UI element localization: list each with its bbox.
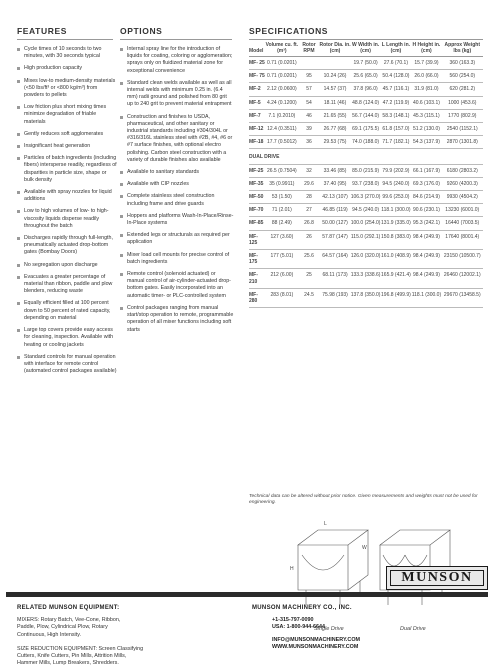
spec-cell: 45.3 (115.1)	[411, 109, 441, 122]
spec-cell: 94.5 (240.0)	[351, 204, 381, 217]
spec-cell: 360 (163.3)	[442, 57, 483, 70]
spec-cell: 75.98 (193)	[319, 288, 350, 307]
spec-cell: 17.7 (0.5012)	[265, 136, 298, 149]
spec-cell: 13230 (6001.0)	[442, 204, 483, 217]
spec-cell: 84.6 (214.9)	[411, 191, 441, 204]
spec-column-header: H Height in. (cm)	[411, 42, 441, 57]
spec-row	[249, 70, 483, 83]
spec-model-cell: MF-2	[249, 83, 265, 96]
spec-row	[249, 217, 483, 230]
spec-cell: 6180 (2803.2)	[442, 164, 483, 177]
feature-item: Available with spray nozzles for liquid additions	[17, 189, 117, 203]
spec-model-cell: MF-85	[249, 217, 265, 230]
spec-model-cell: MF-18	[249, 136, 265, 149]
spec-cell: 25.6	[299, 250, 320, 269]
feature-item: High production capacity	[17, 65, 117, 72]
spec-cell: 56.7 (144.0)	[351, 109, 381, 122]
feature-item: Mixes low-to medium-density materials (<50 lbs/ft³ or <800 kg/m³) from powders to pellets	[17, 78, 117, 100]
spec-cell: 133.3 (338.6)	[351, 269, 381, 288]
spec-cell: 71.7 (182.1)	[381, 136, 412, 149]
related-line	[17, 639, 207, 646]
related-line: MIXERS: Rotary Batch, Vee-Cone, Ribbon,	[17, 617, 121, 624]
related-line: Hammer Mills, Lump Breakers, Shredders.	[17, 660, 119, 667]
spec-cell: 27.6 (70.1)	[381, 57, 412, 70]
spec-cell: 95.3 (242.1)	[411, 217, 441, 230]
spec-cell: 26.77 (68)	[319, 123, 350, 136]
spec-cell: 9930 (4504.2)	[442, 191, 483, 204]
related-line: SIZE REDUCTION EQUIPMENT: Screen Classifying	[17, 646, 144, 652]
spec-model-cell: MF-5	[249, 96, 265, 109]
spec-cell: 40.6 (103.1)	[411, 96, 441, 109]
spec-cell: 26.0 (66.0)	[411, 70, 441, 83]
feature-item: Low to high volumes of low- to high-viscosity liquids disperse readily throughout the batch	[17, 208, 117, 230]
spec-cell: 95	[299, 70, 320, 83]
contact-block	[252, 605, 452, 651]
spec-cell: 37.8 (96.0)	[351, 83, 381, 96]
spec-cell: 118.1 (300.0)	[411, 288, 441, 307]
company-name: MUNSON MACHINERY CO., INC.	[252, 605, 352, 611]
spec-cell: 127 (3.60)	[265, 230, 298, 249]
spec-cell: 47.2 (119.9)	[381, 96, 412, 109]
spec-cell: 31.9 (81.0)	[411, 83, 441, 96]
logo-text: MUNSON	[401, 570, 473, 585]
spec-model-cell: MF-12	[249, 123, 265, 136]
spec-cell: 99.6 (253.0)	[381, 191, 412, 204]
spec-cell: 51.2 (130.0)	[411, 123, 441, 136]
spec-cell: 94.5 (240.0)	[381, 177, 412, 190]
dim-h-label: H	[290, 566, 294, 572]
spec-cell: 283 (8.01)	[265, 288, 298, 307]
dual-drive-label: DUAL DRIVE	[249, 149, 483, 164]
spec-cell	[299, 57, 320, 70]
feature-item: Equally efficient filled at 100 percent down to 50 percent of rated capacity, depending on material	[17, 300, 117, 322]
spec-column-header: Rotor RPM	[299, 42, 320, 57]
spec-row	[249, 96, 483, 109]
option-item: Standard clean welds available as well as all internal welds with minimum 0.25 in. (6.4 mm) radii ground and polished from 80 grit up to 240 grit to prevent material entrapment	[120, 80, 234, 109]
spec-cell: 46	[299, 109, 320, 122]
feature-item: Evacuates a greater percentage of material than ribbon, paddle and plow blenders, reducing waste	[17, 274, 117, 296]
spec-cell: 25.6 (65.0)	[351, 70, 381, 83]
spec-cell: 1000 (453.6)	[442, 96, 483, 109]
spec-cell: 39	[299, 123, 320, 136]
spec-cell: 42.13 (107)	[319, 191, 350, 204]
spec-cell: 32	[299, 164, 320, 177]
spec-cell: 15.7 (39.9)	[411, 57, 441, 70]
email-link[interactable]: INFO@MUNSONMACHINERY.COM	[272, 636, 361, 643]
spec-cell: 66.1 (167.9)	[411, 164, 441, 177]
spec-model-cell: MF-280	[249, 288, 265, 307]
dual-drive-label: Dual Drive	[400, 626, 426, 632]
spec-header-row	[249, 42, 483, 57]
spec-cell: 98.4 (249.9)	[411, 250, 441, 269]
spec-cell: 33.46 (85)	[319, 164, 350, 177]
feature-item: Low friction plus short mixing times minimize degradation of friable materials	[17, 104, 117, 126]
spec-model-cell: MF-125	[249, 230, 265, 249]
spec-model-cell: MF-50	[249, 191, 265, 204]
spec-cell: 85.0 (215.9)	[351, 164, 381, 177]
spec-row	[249, 204, 483, 217]
features-list	[17, 46, 117, 380]
spec-cell: 61.8 (157.0)	[381, 123, 412, 136]
features-heading: FEATURES	[17, 26, 113, 40]
spec-row	[249, 136, 483, 149]
feature-item: Large top covers provide easy access for cleaning, inspection. Available with heating or cooling jackets	[17, 327, 117, 349]
spec-cell: 90.6 (230.1)	[411, 204, 441, 217]
spec-row	[249, 230, 483, 249]
footer-divider	[6, 592, 488, 597]
spec-column-header: Volume cu. ft. (m³)	[265, 42, 298, 57]
options-heading: OPTIONS	[120, 26, 232, 40]
spec-cell: 48.8 (124.0)	[351, 96, 381, 109]
spec-row	[249, 123, 483, 136]
spec-cell: 0.71 (0.0201)	[265, 57, 298, 70]
usa-phone-number: USA: 1-800-944-6644	[272, 624, 326, 631]
spec-cell: 2.12 (0.0600)	[265, 83, 298, 96]
feature-item: Discharges rapidly through full-length, pneumatically actuated drop-bottom gates (Bombay Doors)	[17, 235, 117, 257]
spec-row	[249, 83, 483, 96]
spec-cell: 37.40 (95)	[319, 177, 350, 190]
phone-number: +1-315-797-0090	[272, 617, 314, 624]
spec-cell: 161.0 (408.9)	[381, 250, 412, 269]
option-item: Complete stainless steel construction including frame and drive guards	[120, 193, 234, 207]
munson-logo	[386, 566, 488, 590]
option-item: Control packages ranging from manual start/stop operation to remote, programmable operation of all mixer functions including soft starts	[120, 305, 234, 334]
spec-cell: 28	[299, 191, 320, 204]
spec-cell: 17640 (8001.4)	[442, 230, 483, 249]
spec-cell: 93.7 (238.0)	[351, 177, 381, 190]
spec-cell: 27	[299, 204, 320, 217]
spec-cell: 0.71 (0.0201)	[265, 70, 298, 83]
spec-row	[249, 288, 483, 307]
spec-cell: 98.4 (249.9)	[411, 269, 441, 288]
spec-cell: 54	[299, 96, 320, 109]
spec-cell: 29.53 (75)	[319, 136, 350, 149]
spec-cell: 620 (281.2)	[442, 83, 483, 96]
spec-cell: 24.5	[299, 288, 320, 307]
spec-row	[249, 250, 483, 269]
spec-cell: 196.8 (499.9)	[381, 288, 412, 307]
spec-cell: 58.3 (148.1)	[381, 109, 412, 122]
spec-model-cell: MF-70	[249, 204, 265, 217]
spec-cell: 10.24 (26)	[319, 70, 350, 83]
spec-cell: 560 (254.0)	[442, 70, 483, 83]
spec-column-header: Model	[249, 42, 265, 57]
spec-cell: 45.7 (116.1)	[381, 83, 412, 96]
spec-cell: 26.8	[299, 217, 320, 230]
spec-cell: 71 (2.01)	[265, 204, 298, 217]
spec-model-cell: MF- 25	[249, 57, 265, 70]
spec-cell: 64.57 (164)	[319, 250, 350, 269]
dual-drive-section	[249, 149, 483, 164]
option-item: Remote control (solenoid actuated) or manual control of air-cylinder-actuated drop-bottom gates. Easily incorporated into an automatic timer- or PLC-controlled system	[120, 271, 234, 300]
option-item: Construction and finishes to USDA, pharmaceutical, and other sanitary or industrial standards including #304/304L or #316/316L stainless steel with #2B, #4, #6 or #7 surface finishes, with optional electro polishing. Carbon steel construction with a variety of durable finishes also available	[120, 114, 234, 164]
spec-row	[249, 57, 483, 70]
specifications-heading: SPECIFICATIONS	[249, 26, 483, 40]
spec-cell: 4.24 (0.1200)	[265, 96, 298, 109]
option-item: Available with CIP nozzles	[120, 181, 234, 188]
spec-model-cell: MF-25	[249, 164, 265, 177]
spec-cell: 23150 (10500.7)	[442, 250, 483, 269]
spec-cell: 53 (1.50)	[265, 191, 298, 204]
spec-cell: 36	[299, 136, 320, 149]
spec-cell: 74.0 (188.0)	[351, 136, 381, 149]
feature-item: Cycle times of 10 seconds to two minutes, with 30 seconds typical	[17, 46, 117, 60]
spec-cell: 26.5 (0.7504)	[265, 164, 298, 177]
spec-cell: 126.0 (320.0)	[351, 250, 381, 269]
option-item: Available to sanitary standards	[120, 169, 234, 176]
spec-cell: 106.3 (270.0)	[351, 191, 381, 204]
spec-cell: 88 (2.49)	[265, 217, 298, 230]
related-equipment	[17, 605, 207, 668]
spec-cell	[319, 57, 350, 70]
spec-cell: 35 (0.9911)	[265, 177, 298, 190]
spec-cell: 150.8 (383.0)	[381, 230, 412, 249]
feature-item: No segregation upon discharge	[17, 262, 117, 269]
spec-model-cell: MF-35	[249, 177, 265, 190]
option-item: Hoppers and platforms Wash-In-Place/Rinse-In-Place systems	[120, 213, 234, 227]
spec-cell: 165.9 (421.4)	[381, 269, 412, 288]
feature-item: Standard controls for manual operation with interface for remote control (automated control packages available)	[17, 354, 117, 376]
spec-cell: 50.4 (128.0)	[381, 70, 412, 83]
related-heading: RELATED MUNSON EQUIPMENT:	[17, 605, 120, 611]
options-list	[120, 46, 234, 339]
spec-model-cell: MF-175	[249, 250, 265, 269]
spec-cell: 177 (5.01)	[265, 250, 298, 269]
spec-cell: 14.57 (37)	[319, 83, 350, 96]
spec-cell: 26	[299, 230, 320, 249]
spec-cell: 12.4 (0.3511)	[265, 123, 298, 136]
single-drive-label: Single Drive	[314, 626, 344, 632]
related-line: Paddle, Plow, Cylindrical Plow, Rotary	[17, 624, 108, 631]
spec-cell: 137.8 (350.0)	[351, 288, 381, 307]
spec-row	[249, 177, 483, 190]
spec-cell: 50.00 (127)	[319, 217, 350, 230]
spec-cell: 54.3 (137.9)	[411, 136, 441, 149]
spec-row	[249, 269, 483, 288]
option-item: Mixer load cell mounts for precise control of batch ingredients	[120, 252, 234, 266]
spec-cell: 7.1 (0.2010)	[265, 109, 298, 122]
spec-row	[249, 191, 483, 204]
spec-cell: 1770 (802.9)	[442, 109, 483, 122]
spec-cell: 98.4 (249.9)	[411, 230, 441, 249]
option-item: Extended legs or structurals as required per application	[120, 232, 234, 246]
spec-column-header: Approx Weight lbs (kg)	[442, 42, 483, 57]
spec-cell: 18.11 (46)	[319, 96, 350, 109]
spec-cell: 79.9 (202.9)	[381, 164, 412, 177]
spec-cell: 21.65 (55)	[319, 109, 350, 122]
spec-cell: 57	[299, 83, 320, 96]
spec-cell: 19.7 (50.0)	[351, 57, 381, 70]
spec-column-header: Rotor Dia. in. (cm)	[319, 42, 350, 57]
technical-note: Technical data can be altered without prior notice. Given measurements and weights must not be used for engineering.	[249, 494, 478, 506]
spec-model-cell: MF-7	[249, 109, 265, 122]
spec-cell: 26460 (12002.1)	[442, 269, 483, 288]
spec-cell: 212 (6.00)	[265, 269, 298, 288]
spec-model-cell: MF- 75	[249, 70, 265, 83]
spec-row	[249, 164, 483, 177]
spec-cell: 29670 (13458.5)	[442, 288, 483, 307]
spec-cell: 115.0 (292.1)	[351, 230, 381, 249]
spec-column-header: L Length in. (cm)	[381, 42, 412, 57]
spec-cell: 100.0 (254.0)	[351, 217, 381, 230]
related-line: Continuous, High Intensity.	[17, 631, 82, 638]
spec-cell: 118.1 (300.0)	[381, 204, 412, 217]
spec-cell: 25	[299, 269, 320, 288]
feature-item: Gently reduces soft agglomerates	[17, 131, 117, 138]
spec-cell: 131.9 (335.0)	[381, 217, 412, 230]
spec-cell: 2540 (1152.1)	[442, 123, 483, 136]
spec-column-header: W Width in. (cm)	[351, 42, 381, 57]
feature-item: Insignificant heat generation	[17, 143, 117, 150]
dim-l-label: L	[324, 521, 327, 527]
dim-w-label: W	[362, 545, 367, 551]
spec-cell: 69.1 (175.5)	[351, 123, 381, 136]
spec-cell: 69.3 (176.0)	[411, 177, 441, 190]
spec-cell: 2870 (1301.8)	[442, 136, 483, 149]
option-item: Internal spray line for the introduction of liquids for coating, coloring or agglomeration; sprays only on fluidized material zone for exceptional convenience	[120, 46, 234, 75]
specifications-table	[249, 42, 483, 308]
feature-item: Particles of batch ingredients (including fibers) intersperse readily, regardless of disparities in particle size, shape or bulk density	[17, 155, 117, 184]
website-link[interactable]: WWW.MUNSONMACHINERY.COM	[272, 643, 359, 650]
spec-cell: 68.11 (173)	[319, 269, 350, 288]
spec-cell: 46.85 (119)	[319, 204, 350, 217]
spec-cell: 9260 (4200.3)	[442, 177, 483, 190]
spec-cell: 16440 (7003.5)	[442, 217, 483, 230]
spec-cell: 57.87 (147)	[319, 230, 350, 249]
spec-row	[249, 109, 483, 122]
spec-cell: 29.6	[299, 177, 320, 190]
related-line: Cutters, Knife Cutters, Pin Mills, Attrition Mills,	[17, 653, 127, 660]
spec-model-cell: MF-210	[249, 269, 265, 288]
